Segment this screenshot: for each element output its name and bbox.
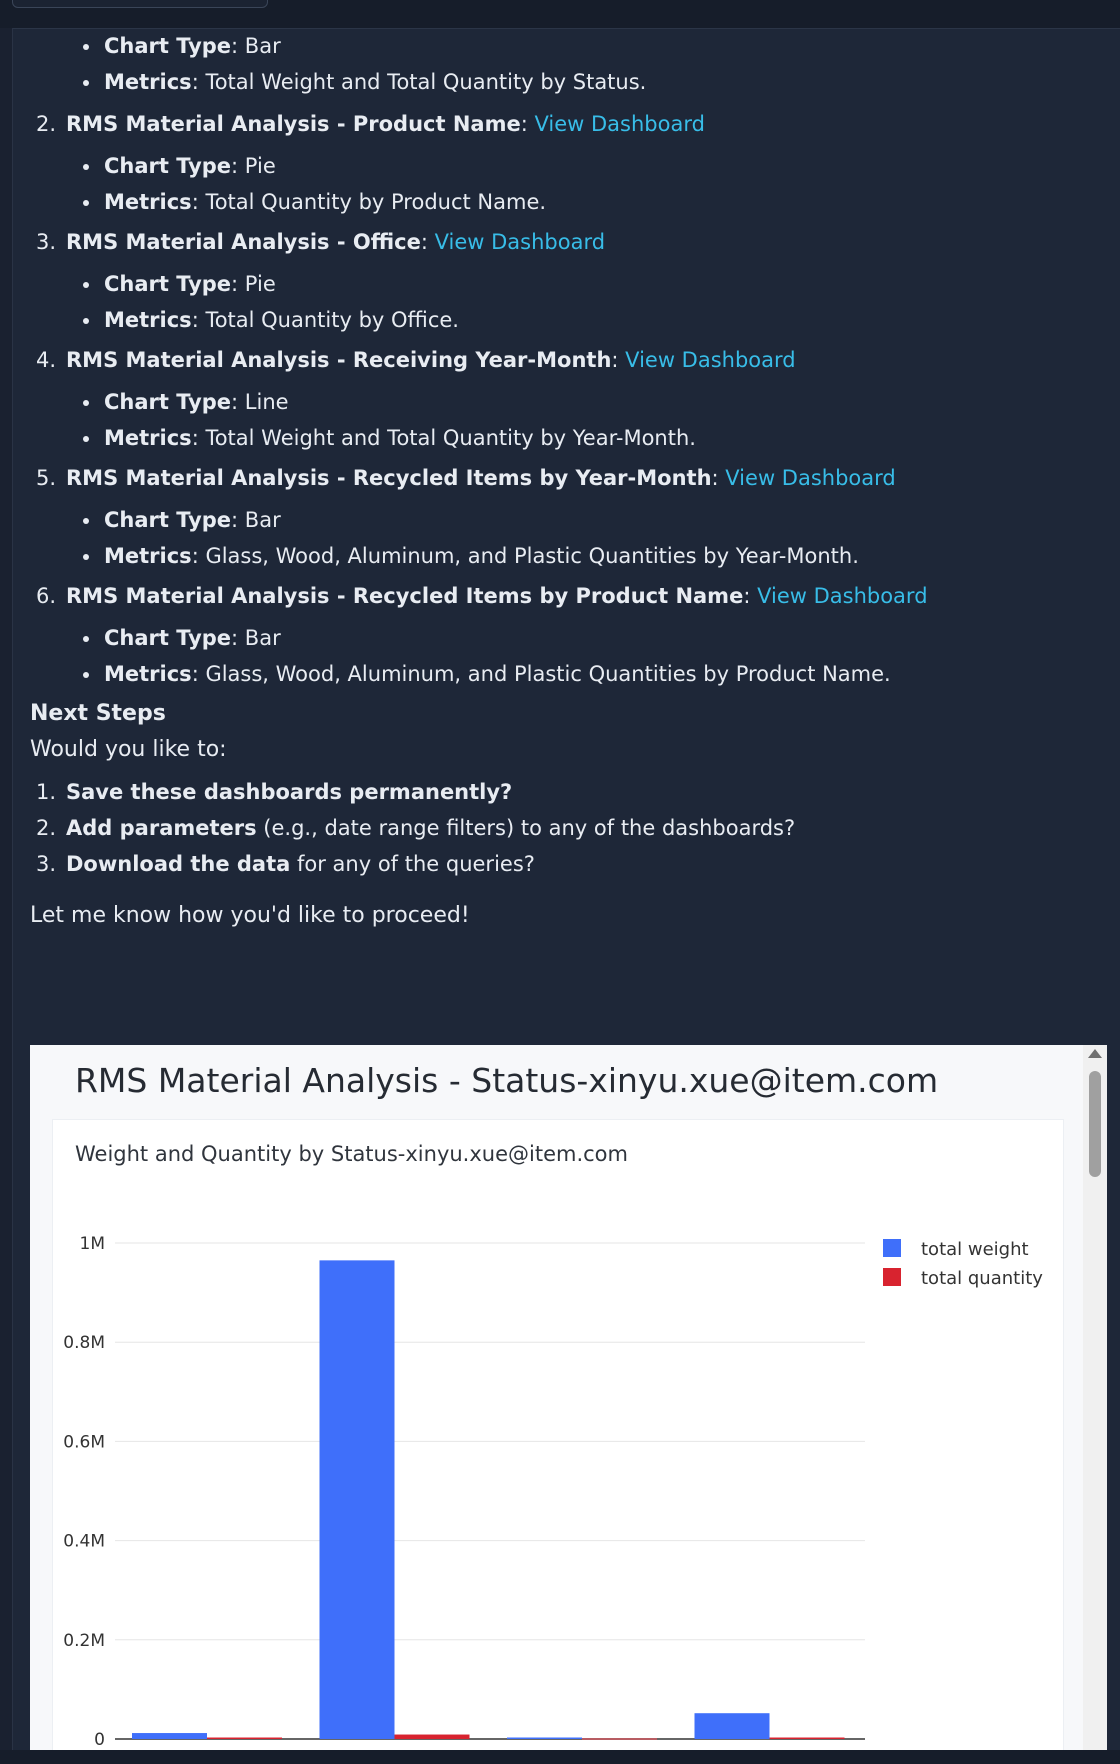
left-gutter [0,28,13,1750]
dashboard-item-4: 4. RMS Material Analysis - Receiving Year-Month: View Dashboard • Chart Type: Line • Metrics: Total Weight and Total Quantity by Year-Month. [30,342,1110,456]
next-steps-heading: Next Steps [30,701,166,726]
dashboard-item-6: 6. RMS Material Analysis - Recycled Items by Product Name: View Dashboard • Chart Type: Bar • Metrics: Glass, Wood, Aluminum, and Plastic Quantities by Product Name. [30,578,1110,692]
view-dashboard-link[interactable]: View Dashboard [434,230,606,254]
dashboard-1-details [30,28,1110,100]
view-dashboard-link[interactable]: View Dashboard [534,112,705,136]
scroll-up-icon[interactable] [1088,1049,1102,1058]
list-item: 2. Add parameters (e.g., date range filters) to any of the dashboards? [36,816,796,840]
dashboard-item-2: 2. RMS Material Analysis - Product Name: View Dashboard • Chart Type: Pie • Metrics: Total Quantity by Product Name. [30,106,1110,220]
bar-chart [53,1120,1063,1750]
y-tick-label: 0.6M [63,1432,105,1453]
bar-total-weight [132,1733,207,1739]
chart-card [52,1119,1064,1750]
next-steps-intro: Would you like to: [30,737,227,762]
dashboard-details [66,266,1110,338]
dashboard-title: RMS Material Analysis - Status-xinyu.xue@item.com [75,1061,939,1100]
bar-total-quantity [582,1739,657,1740]
dashboard-item-5: 5. RMS Material Analysis - Recycled Items by Year-Month: View Dashboard • Chart Type: Bar • Metrics: Glass, Wood, Aluminum, and Plastic Quantities by Year-Month. [30,460,1110,574]
list-item: 1. Save these dashboards permanently? [36,780,513,804]
list-item: • Chart Type: Bar [102,28,1110,64]
embed-scrollbar[interactable] [1083,1045,1107,1750]
y-tick-label: 0.8M [63,1333,105,1354]
bar-total-weight [695,1713,770,1739]
view-dashboard-link[interactable]: View Dashboard [625,348,796,372]
list-item: • Metrics: Total Weight and Total Quantity by Status. [102,64,1110,100]
message-content [30,28,1110,934]
bar-total-quantity [207,1738,282,1739]
list-item: • Chart Type: Bar [102,502,1110,538]
legend-swatch [883,1268,901,1286]
view-dashboard-link[interactable]: View Dashboard [725,466,896,490]
dashboard-list [30,106,1110,692]
view-dashboard-link[interactable]: View Dashboard [757,584,928,608]
chart-title: Weight and Quantity by Status-xinyu.xue@item.com [75,1142,628,1166]
list-item: • Chart Type: Line [102,384,1110,420]
list-item: • Metrics: Total Quantity by Office. [102,302,1110,338]
list-item: • Chart Type: Pie [102,148,1110,184]
list-item: 3. Download the data for any of the queries? [36,852,535,876]
next-steps-list [30,774,1110,882]
bottom-bar [0,1750,1120,1764]
y-tick-label: 0 [94,1730,105,1750]
list-item: • Chart Type: Bar [102,620,1110,656]
list-item: • Metrics: Total Weight and Total Quantity by Year-Month. [102,420,1110,456]
dashboard-details [66,620,1110,692]
dashboard-item-3: 3. RMS Material Analysis - Office: View Dashboard • Chart Type: Pie • Metrics: Total Quantity by Office. [30,224,1110,338]
dashboard-details [66,502,1110,574]
list-item: • Chart Type: Pie [102,266,1110,302]
y-tick-label: 0.2M [63,1630,105,1651]
closing-text: Let me know how you'd like to proceed! [30,903,470,928]
list-item: • Metrics: Glass, Wood, Aluminum, and Plastic Quantities by Product Name. [102,656,1110,692]
list-item: • Metrics: Total Quantity by Product Name. [102,184,1110,220]
top-tab[interactable] [12,0,268,8]
bar-total-weight [507,1738,582,1739]
legend-label: total weight [921,1239,1029,1260]
y-tick-label: 1M [79,1234,105,1254]
legend-label: total quantity [921,1268,1043,1289]
scroll-thumb[interactable] [1089,1071,1101,1177]
dashboard-embed [30,1045,1107,1750]
list-item: • Metrics: Glass, Wood, Aluminum, and Plastic Quantities by Year-Month. [102,538,1110,574]
legend-swatch [883,1239,901,1257]
y-tick-label: 0.4M [63,1531,105,1552]
bar-total-quantity [395,1735,470,1739]
dashboard-details [66,148,1110,220]
bar-total-weight [320,1260,395,1739]
top-bar [0,0,1120,29]
dashboard-details [66,384,1110,456]
bar-total-quantity [770,1738,845,1739]
